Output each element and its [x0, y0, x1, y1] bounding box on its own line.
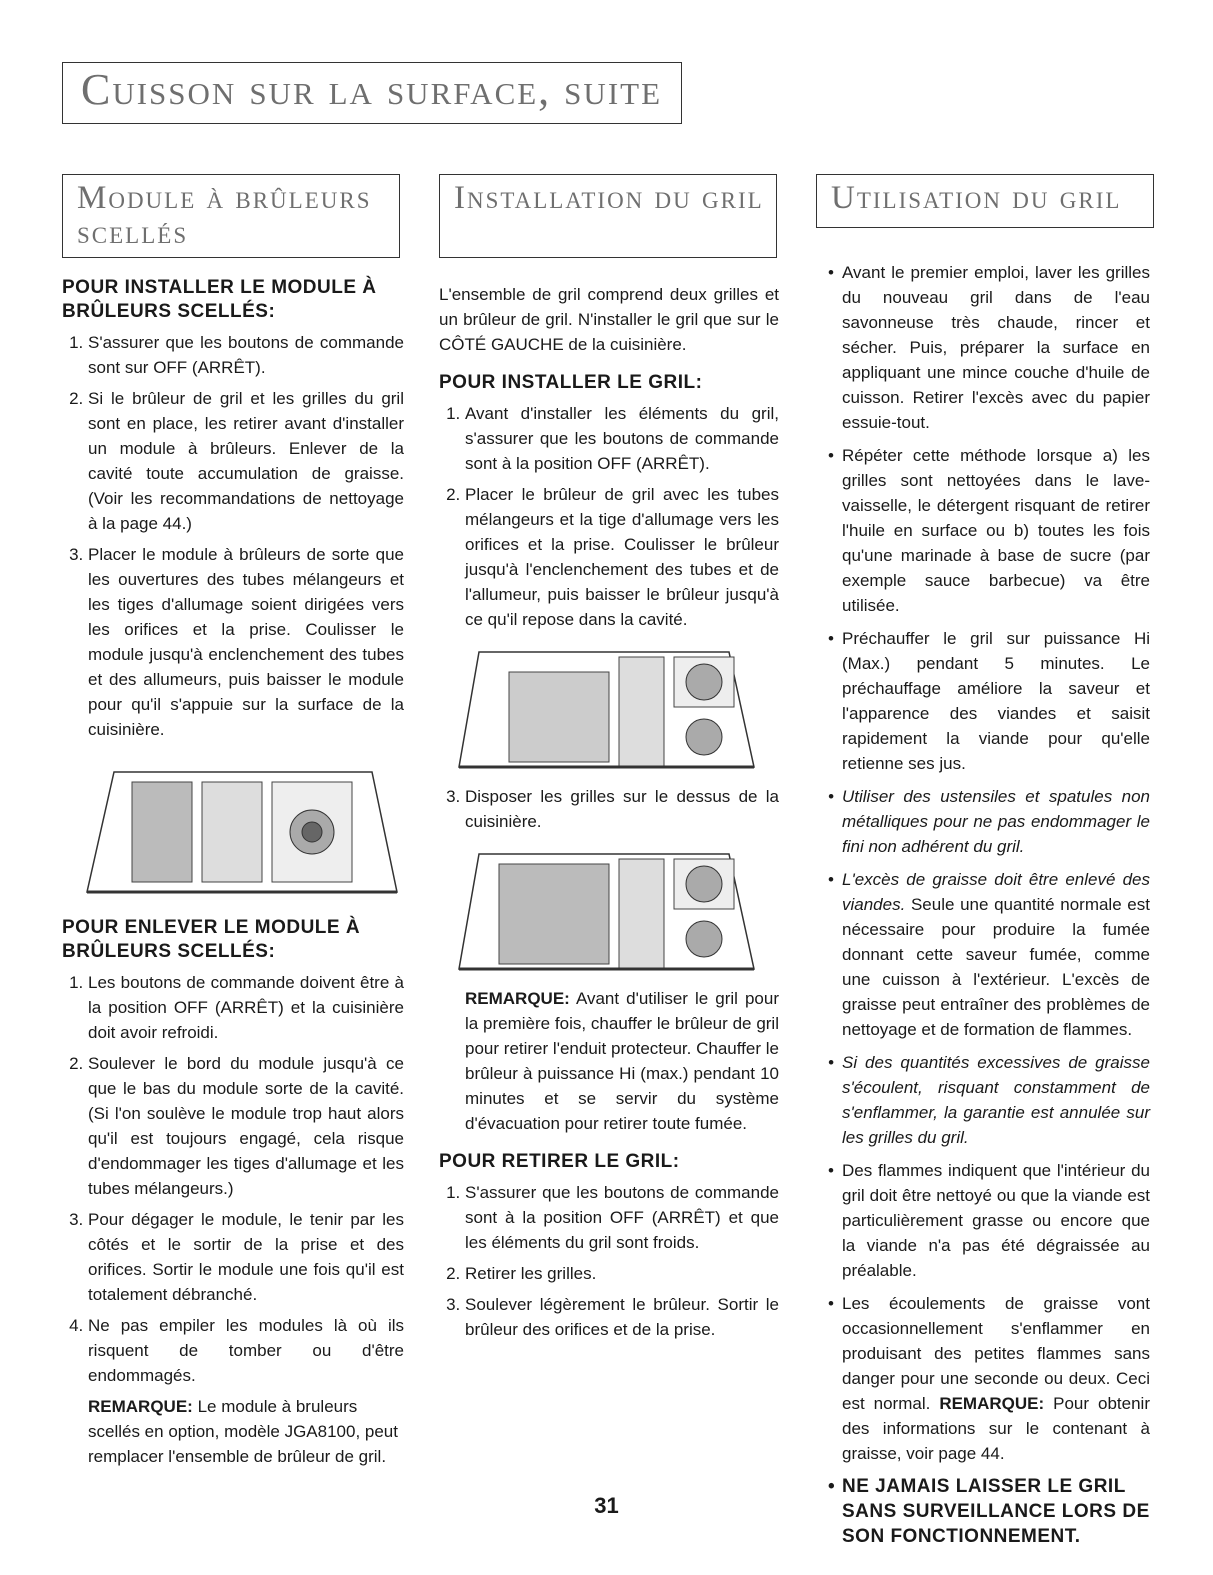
- list-item: 4. Ne pas empiler les modules là où ils risquent de tomber ou d'être endommagés.: [88, 1313, 404, 1388]
- list-item: 3. Disposer les grilles sur le dessus de la cuisinière.: [465, 784, 779, 834]
- install-grill-steps: [439, 401, 779, 632]
- remove-grill-heading: POUR RETIRER LE GRIL:: [439, 1151, 680, 1172]
- list-item: [842, 1291, 1150, 1466]
- install-module-heading: POUR INSTALLER LE MODULE À BRÛLEURS SCELLÉS:: [62, 277, 377, 322]
- list-item: • Des flammes indiquent que l'intérieur du gril doit être nettoyé ou que la viande est particulièrement grasse ou encore que la viande n'a pas été dégraissée au préalable.: [842, 1158, 1150, 1283]
- list-item: • Répéter cette méthode lorsque a) les grilles sont nettoyées dans le lave-vaisselle, le détergent risquant de retirer l'huile en surface ou b) toutes les fois qu'une marinade à base de sucre (par exemple sauce barbecue) va être utilisée.: [842, 443, 1150, 618]
- note-label: REMARQUE:: [465, 989, 570, 1008]
- utilisation-bullets: [826, 260, 1150, 1549]
- warning-text: • NE JAMAIS LAISSER LE GRIL SANS SURVEILLANCE LORS DE SON FONCTIONNEMENT.: [842, 1474, 1150, 1549]
- flow-text: Les écoulements de graisse vont occasionnellement s'enflammer en produisant des petites flammes sans danger pour une seconde ou deux. Ceci est normal.: [842, 1294, 1150, 1413]
- list-item: 3. Placer le module à brûleurs de sorte que les ouvertures des tubes mélangeurs et les tiges d'allumage soient dirigées vers les orifices et la prise. Coulisser le module jusqu'à enclenchement des tubes et des allumeurs, puis baisser le module pour qu'il s'appuie sur la surface de la cuisinière.: [88, 542, 404, 742]
- list-item: 2. Soulever le bord du module jusqu'à ce que le bas du module sorte de la cavité. (Si l'on soulève le module trop haut alors qu'il est toujours engagé, cela risque d'endommager les tiges d'allumage et les tubes mélangeurs.): [88, 1051, 404, 1201]
- list-item: • Avant le premier emploi, laver les grilles du nouveau gril dans de l'eau savonneuse très chaude, rincer et sécher. Puis, préparer la surface en appliquant une mince couche d'huile de cuisson. Retirer l'excès avec du papier essuie-tout.: [842, 260, 1150, 435]
- grill-burner-illustration: [439, 642, 779, 772]
- note-text: Avant d'utiliser le gril pour la première fois, chauffer le brûleur de gril pour retirer l'enduit protecteur. Chauffer le brûleur à puissance Hi (max.) pendant 10 minutes et se servir du système d'évacuation pour retirer toute fumée.: [465, 989, 779, 1133]
- installation-intro: L'ensemble de gril comprend deux grilles et un brûleur de gril. N'installer le gril que sur le CÔTÉ GAUCHE de la cuisinière.: [439, 285, 779, 354]
- page-title: Cuisson sur la surface, suite: [62, 62, 682, 124]
- page-number: 31: [594, 1493, 619, 1518]
- list-item: 2. Si le brûleur de gril et les grilles du gril sont en place, les retirer avant d'installer un module à brûleurs. Enlever de la cavité toute accumulation de graisse. (Voir les recommandations de nettoyage à la page 44.): [88, 386, 404, 536]
- section-title-utilisation: Utilisation du gril: [816, 174, 1154, 228]
- remove-module-heading: POUR ENLEVER LE MODULE À BRÛLEURS SCELLÉS:: [62, 917, 361, 962]
- column-utilisation: [826, 260, 1150, 1557]
- list-item: 2. Placer le brûleur de gril avec les tubes mélangeurs et la tige d'allumage vers les orifices et la prise. Coulisser le brûleur jusqu'à l'enclenchement des tubes et de l'allumeur, puis baisser le brûleur jusqu'à ce qu'il repose dans la cavité.: [465, 482, 779, 632]
- list-item: 2. Retirer les grilles.: [465, 1261, 779, 1286]
- section-title-module: Module à brûleurs scellés: [62, 174, 400, 258]
- remove-grill-steps: [439, 1180, 779, 1342]
- note-label: REMARQUE:: [939, 1394, 1045, 1413]
- section-title-installation: Installation du gril: [439, 174, 777, 258]
- list-item: [842, 867, 1150, 1042]
- module-note: [62, 1394, 404, 1469]
- remove-module-steps: [62, 970, 404, 1388]
- list-item: 3. Pour dégager le module, le tenir par les côtés et le sortir de la prise et des orifices. Sortir le module une fois qu'il est totalement débranché.: [88, 1207, 404, 1307]
- list-item: 3. Soulever légèrement le brûleur. Sortir le brûleur des orifices et de la prise.: [465, 1292, 779, 1342]
- note-text: Le module à bruleurs scellés en option, modèle JGA8100, peut remplacer l'ensemble de brûleur de gril.: [88, 1397, 398, 1466]
- list-item: • Utiliser des ustensiles et spatules non métalliques pour ne pas endommager le fini non adhérent du gril.: [842, 784, 1150, 859]
- grease-italic: L'excès de graisse doit être enlevé des viandes.: [842, 870, 1150, 914]
- list-item: 1. S'assurer que les boutons de commande sont sur OFF (ARRÊT).: [88, 330, 404, 380]
- grill-note: [439, 986, 779, 1136]
- grill-grates-illustration: [439, 844, 779, 974]
- note-label: REMARQUE:: [88, 1397, 193, 1416]
- column-module: [62, 262, 404, 1473]
- list-item: • Si des quantités excessives de graisse s'écoulent, risquant constamment de s'enflammer, la garantie est annulée sur les grilles du gril.: [842, 1050, 1150, 1150]
- install-module-steps: [62, 330, 404, 742]
- list-item: • Préchauffer le gril sur puissance Hi (Max.) pendant 5 minutes. Le préchauffage améliore la saveur et l'apparence des viandes et saisit rapidement la viande pour qu'elle retienne ses jus.: [842, 626, 1150, 776]
- list-item: 1. S'assurer que les boutons de commande sont à la position OFF (ARRÊT) et que les éléments du gril sont froids.: [465, 1180, 779, 1255]
- list-item: 1. Avant d'installer les éléments du gril, s'assurer que les boutons de commande sont à la position OFF (ARRÊT).: [465, 401, 779, 476]
- list-item: 1. Les boutons de commande doivent être à la position OFF (ARRÊT) et la cuisinière doit avoir refroidi.: [88, 970, 404, 1045]
- column-installation: [439, 282, 779, 1348]
- install-grill-step-3: [439, 784, 779, 834]
- grease-text: Seule une quantité normale est nécessaire pour produire la fumée donnant cette saveur fumée, comme une cuisson à l'extérieur. L'excès de graisse peut entraîner des problèmes de nettoyage et de formation de flammes.: [842, 895, 1150, 1039]
- install-grill-heading: POUR INSTALLER LE GRIL:: [439, 372, 703, 393]
- module-installation-illustration: [62, 752, 404, 902]
- note-text: Pour obtenir des informations sur le contenant à graisse, voir page 44.: [842, 1394, 1150, 1463]
